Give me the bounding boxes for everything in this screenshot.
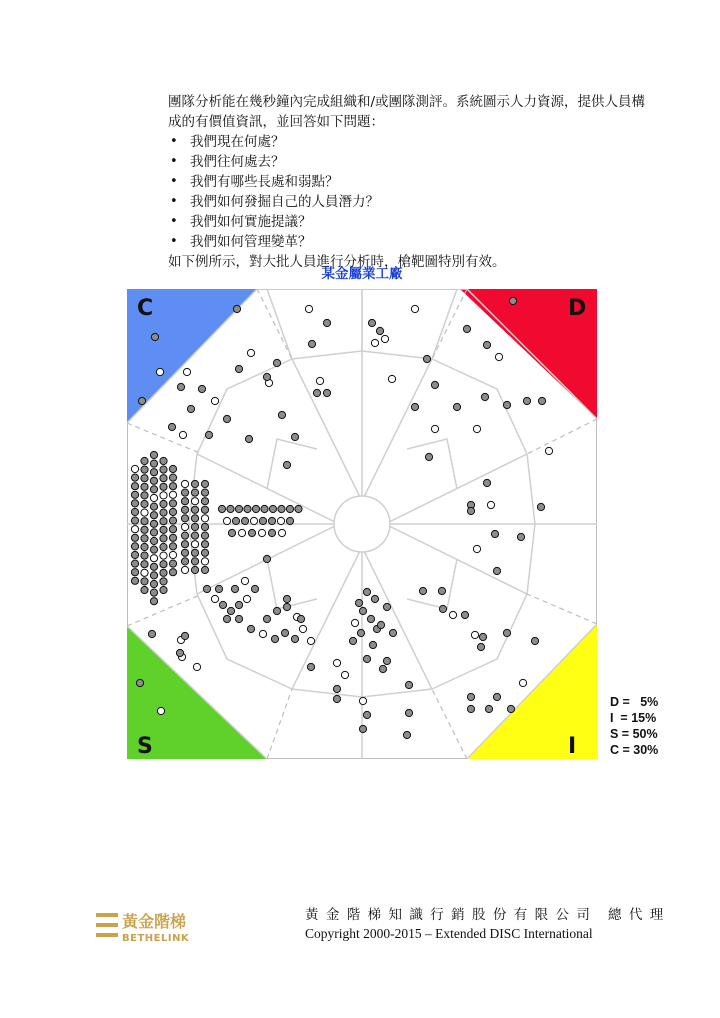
person-marker: [233, 305, 240, 312]
person-marker: [169, 543, 176, 550]
person-marker: [357, 629, 364, 636]
person-marker: [201, 549, 208, 556]
person-marker: [141, 561, 148, 568]
person-marker: [191, 480, 198, 487]
question-list: [168, 132, 648, 252]
person-marker: [160, 509, 167, 516]
person-marker: [181, 532, 188, 539]
person-marker: [169, 517, 176, 524]
person-marker: [281, 629, 288, 636]
corner-label-i: I: [568, 734, 577, 759]
person-marker: [181, 632, 188, 639]
person-marker: [286, 517, 293, 524]
person-marker: [218, 505, 225, 512]
person-marker: [250, 517, 257, 524]
person-marker: [283, 603, 290, 610]
person-marker: [487, 501, 494, 508]
person-marker: [201, 506, 208, 513]
person-marker: [277, 517, 284, 524]
person-marker: [507, 705, 514, 712]
person-marker: [150, 529, 157, 536]
person-marker: [169, 569, 176, 576]
person-marker: [383, 657, 390, 664]
person-marker: [160, 535, 167, 542]
person-marker: [463, 325, 470, 332]
person-marker: [211, 397, 218, 404]
person-marker: [531, 637, 538, 644]
person-marker: [473, 545, 480, 552]
person-marker: [323, 389, 330, 396]
person-marker: [269, 505, 276, 512]
person-marker: [141, 552, 148, 559]
copyright-line: Copyright 2000-2015 – Extended DISC International: [305, 926, 593, 941]
person-marker: [131, 517, 138, 524]
person-marker: [191, 558, 198, 565]
person-marker: [201, 566, 208, 573]
person-marker: [160, 457, 167, 464]
person-marker: [425, 453, 432, 460]
person-marker: [160, 500, 167, 507]
person-marker: [191, 566, 198, 573]
person-marker: [495, 353, 502, 360]
person-marker: [491, 530, 498, 537]
person-marker: [160, 586, 167, 593]
person-marker: [201, 515, 208, 522]
person-marker: [179, 431, 186, 438]
person-marker: [263, 373, 270, 380]
person-marker: [169, 491, 176, 498]
person-marker: [299, 625, 306, 632]
person-marker: [181, 480, 188, 487]
person-marker: [201, 532, 208, 539]
person-marker: [181, 541, 188, 548]
person-marker: [150, 537, 157, 544]
person-marker: [369, 641, 376, 648]
person-marker: [355, 599, 362, 606]
person-marker: [235, 601, 242, 608]
person-marker: [519, 679, 526, 686]
person-marker: [141, 466, 148, 473]
person-marker: [363, 588, 370, 595]
corner-label-d: D: [568, 296, 587, 321]
person-marker: [467, 507, 474, 514]
person-marker: [251, 585, 258, 592]
person-marker: [305, 305, 312, 312]
person-marker: [160, 483, 167, 490]
person-marker: [131, 500, 138, 507]
person-marker: [160, 561, 167, 568]
person-marker: [157, 707, 164, 714]
person-marker: [307, 663, 314, 670]
person-marker: [381, 335, 388, 342]
person-marker: [273, 607, 280, 614]
svg-text:BETHELINK: BETHELINK: [122, 933, 190, 944]
person-marker: [503, 629, 510, 636]
person-marker: [191, 498, 198, 505]
person-marker: [150, 546, 157, 553]
person-marker: [252, 505, 259, 512]
person-marker: [131, 560, 138, 567]
person-marker: [191, 541, 198, 548]
person-marker: [183, 368, 190, 375]
person-marker: [205, 431, 212, 438]
person-marker: [477, 643, 484, 650]
person-marker: [215, 585, 222, 592]
person-marker: [181, 558, 188, 565]
person-marker: [503, 401, 510, 408]
person-marker: [150, 477, 157, 484]
person-marker: [181, 549, 188, 556]
person-marker: [160, 543, 167, 550]
question-item: • 我們有哪些長處和弱點？: [168, 172, 648, 192]
person-marker: [411, 403, 418, 410]
person-marker: [363, 711, 370, 718]
person-marker: [141, 509, 148, 516]
person-marker: [438, 587, 445, 594]
person-marker: [169, 526, 176, 533]
person-marker: [131, 526, 138, 533]
person-marker: [201, 541, 208, 548]
bethelink-logo: [96, 910, 214, 944]
person-marker: [467, 705, 474, 712]
person-marker: [247, 625, 254, 632]
person-marker: [245, 435, 252, 442]
person-marker: [268, 517, 275, 524]
question-item: • 我們往何處去？: [168, 152, 648, 172]
person-marker: [193, 663, 200, 670]
person-marker: [223, 517, 230, 524]
person-marker: [241, 517, 248, 524]
person-marker: [191, 523, 198, 530]
person-marker: [148, 630, 155, 637]
person-marker: [517, 533, 524, 540]
person-marker: [150, 469, 157, 476]
person-marker: [291, 433, 298, 440]
person-marker: [203, 585, 210, 592]
person-marker: [150, 580, 157, 587]
person-marker: [169, 483, 176, 490]
person-marker: [461, 611, 468, 618]
person-marker: [211, 595, 218, 602]
person-marker: [131, 577, 138, 584]
person-marker: [131, 465, 138, 472]
person-marker: [509, 297, 516, 304]
stat-d: D = 5%: [610, 695, 659, 709]
person-marker: [449, 611, 456, 618]
person-marker: [181, 515, 188, 522]
person-marker: [181, 566, 188, 573]
person-marker: [231, 585, 238, 592]
person-marker: [439, 605, 446, 612]
person-marker: [136, 679, 143, 686]
person-marker: [223, 415, 230, 422]
person-marker: [235, 365, 242, 372]
person-marker: [493, 567, 500, 574]
person-marker: [316, 377, 323, 384]
person-marker: [150, 460, 157, 467]
person-marker: [403, 731, 410, 738]
person-marker: [131, 474, 138, 481]
person-marker: [481, 393, 488, 400]
person-marker: [263, 555, 270, 562]
person-marker: [297, 615, 304, 622]
person-marker: [141, 586, 148, 593]
person-marker: [141, 492, 148, 499]
question-item: • 我們現在何處？: [168, 132, 648, 152]
person-marker: [238, 529, 245, 536]
person-marker: [333, 695, 340, 702]
person-marker: [223, 615, 230, 622]
person-marker: [351, 619, 358, 626]
person-marker: [181, 523, 188, 530]
person-marker: [485, 705, 492, 712]
person-marker: [271, 635, 278, 642]
person-marker: [150, 598, 157, 605]
person-marker: [160, 518, 167, 525]
person-marker: [191, 532, 198, 539]
person-marker: [333, 685, 340, 692]
person-marker: [141, 535, 148, 542]
person-marker: [150, 486, 157, 493]
person-marker: [453, 403, 460, 410]
person-marker: [191, 506, 198, 513]
person-marker: [243, 595, 250, 602]
person-marker: [545, 447, 552, 454]
person-marker: [131, 508, 138, 515]
person-marker: [168, 423, 175, 430]
person-marker: [169, 551, 176, 558]
person-marker: [431, 425, 438, 432]
person-marker: [141, 543, 148, 550]
person-marker: [235, 615, 242, 622]
person-marker: [371, 339, 378, 346]
person-marker: [379, 665, 386, 672]
person-marker: [227, 607, 234, 614]
person-marker: [150, 451, 157, 458]
person-marker: [169, 534, 176, 541]
person-marker: [473, 425, 480, 432]
person-marker: [483, 341, 490, 348]
intro-paragraph: 團隊分析能在幾秒鐘內完成組織和/或團隊測評。系統圖示人力資源，提供人員構成的有價值資訊，並回答如下問題：: [168, 94, 646, 130]
person-marker: [367, 615, 374, 622]
person-marker: [160, 526, 167, 533]
intro-closing: 如下例所示，對大批人員進行分析時，槍靶圖特別有效。: [168, 254, 506, 270]
person-marker: [244, 505, 251, 512]
person-marker: [169, 508, 176, 515]
distribution-stats: [610, 694, 658, 758]
person-marker: [187, 405, 194, 412]
person-marker: [359, 725, 366, 732]
person-marker: [169, 560, 176, 567]
person-marker: [283, 461, 290, 468]
person-marker: [483, 479, 490, 486]
person-marker: [160, 552, 167, 559]
person-marker: [219, 601, 226, 608]
person-marker: [359, 697, 366, 704]
person-marker: [131, 551, 138, 558]
person-marker: [308, 340, 315, 347]
person-marker: [295, 505, 302, 512]
person-marker: [141, 526, 148, 533]
person-marker: [131, 569, 138, 576]
person-marker: [471, 631, 478, 638]
person-marker: [341, 671, 348, 678]
person-marker: [333, 659, 340, 666]
person-marker: [150, 520, 157, 527]
svg-text:黃金階梯: 黃金階梯: [122, 912, 187, 931]
person-marker: [479, 633, 486, 640]
center-circle: [334, 496, 390, 552]
person-marker: [523, 397, 530, 404]
person-marker: [377, 621, 384, 628]
person-marker: [349, 637, 356, 644]
person-marker: [278, 505, 285, 512]
person-marker: [201, 523, 208, 530]
person-marker: [286, 505, 293, 512]
person-marker: [241, 577, 248, 584]
person-marker: [141, 500, 148, 507]
person-marker: [181, 506, 188, 513]
person-marker: [176, 649, 183, 656]
person-marker: [259, 630, 266, 637]
person-marker: [247, 349, 254, 356]
question-item: • 我們如何發掘自己的人員潛力？: [168, 192, 648, 212]
person-marker: [283, 595, 290, 602]
person-marker: [201, 498, 208, 505]
person-marker: [405, 681, 412, 688]
corner-label-s: S: [137, 734, 153, 759]
person-marker: [141, 518, 148, 525]
person-marker: [228, 529, 235, 536]
person-marker: [191, 515, 198, 522]
person-marker: [201, 480, 208, 487]
person-marker: [191, 549, 198, 556]
person-marker: [258, 529, 265, 536]
person-marker: [141, 569, 148, 576]
person-marker: [419, 587, 426, 594]
person-marker: [537, 503, 544, 510]
person-marker: [160, 492, 167, 499]
person-marker: [141, 457, 148, 464]
person-marker: [141, 475, 148, 482]
person-marker: [201, 558, 208, 565]
person-marker: [376, 327, 383, 334]
person-marker: [411, 305, 418, 312]
person-marker: [273, 359, 280, 366]
person-marker: [389, 629, 396, 636]
person-marker: [131, 491, 138, 498]
disc-target-chart: [127, 289, 597, 759]
person-marker: [150, 563, 157, 570]
person-marker: [368, 319, 375, 326]
person-marker: [138, 397, 145, 404]
person-marker: [198, 385, 205, 392]
person-marker: [169, 474, 176, 481]
person-marker: [150, 589, 157, 596]
person-marker: [141, 578, 148, 585]
person-marker: [313, 389, 320, 396]
person-marker: [150, 572, 157, 579]
person-marker: [151, 333, 158, 340]
person-marker: [405, 709, 412, 716]
person-marker: [278, 411, 285, 418]
person-marker: [169, 465, 176, 472]
person-marker: [493, 693, 500, 700]
question-item: • 我們如何實施提議？: [168, 212, 648, 232]
person-marker: [156, 368, 163, 375]
person-marker: [431, 381, 438, 388]
person-marker: [131, 534, 138, 541]
person-marker: [538, 397, 545, 404]
person-marker: [363, 655, 370, 662]
person-marker: [150, 555, 157, 562]
person-marker: [227, 505, 234, 512]
person-marker: [263, 615, 270, 622]
person-marker: [232, 517, 239, 524]
person-marker: [383, 603, 390, 610]
person-marker: [150, 494, 157, 501]
person-marker: [160, 569, 167, 576]
corner-label-c: C: [137, 296, 154, 321]
person-marker: [423, 355, 430, 362]
person-marker: [131, 543, 138, 550]
footer: [305, 905, 665, 943]
person-marker: [141, 483, 148, 490]
person-marker: [181, 489, 188, 496]
stat-i: I = 15%: [610, 711, 657, 725]
person-marker: [191, 489, 198, 496]
person-marker: [359, 607, 366, 614]
company-line: 黃 金 階 梯 知 識 行 銷 股 份 有 限 公 司 總 代 理: [305, 907, 666, 922]
person-marker: [160, 475, 167, 482]
person-marker: [307, 637, 314, 644]
person-marker: [150, 512, 157, 519]
person-marker: [261, 505, 268, 512]
person-marker: [278, 529, 285, 536]
person-marker: [131, 483, 138, 490]
person-marker: [248, 529, 255, 536]
stat-s: S = 50%: [610, 727, 658, 741]
person-marker: [388, 375, 395, 382]
intro-text: [168, 92, 648, 272]
person-marker: [160, 466, 167, 473]
question-item: • 我們如何管理變革？: [168, 232, 648, 252]
person-marker: [150, 503, 157, 510]
person-marker: [177, 383, 184, 390]
person-marker: [268, 529, 275, 536]
person-marker: [169, 500, 176, 507]
stat-c: C = 30%: [610, 743, 659, 757]
person-marker: [467, 693, 474, 700]
person-marker: [323, 319, 330, 326]
person-marker: [259, 517, 266, 524]
person-marker: [201, 489, 208, 496]
chart-title: 某金屬業工廠: [321, 266, 403, 282]
person-marker: [291, 635, 298, 642]
person-marker: [181, 498, 188, 505]
person-marker: [371, 595, 378, 602]
person-marker: [160, 578, 167, 585]
person-marker: [235, 505, 242, 512]
